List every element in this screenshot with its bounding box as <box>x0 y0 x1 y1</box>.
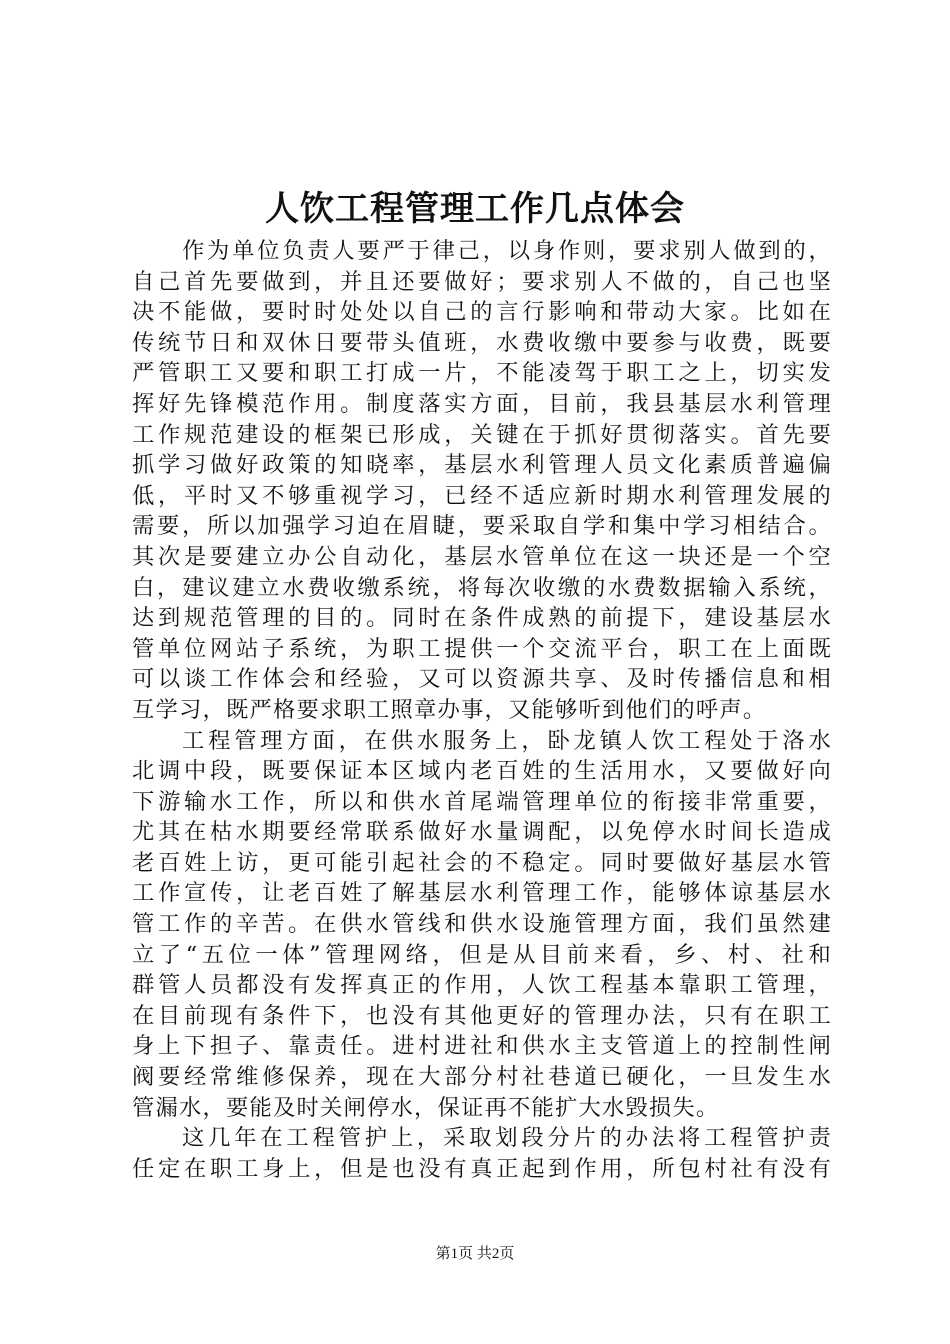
body-text-line: 自己首先要做到，并且还要做好；要求别人不做的，自己也坚 <box>132 268 832 295</box>
body-text-line: 可以谈工作体会和经验，又可以资源共享、及时传播信息和相 <box>132 666 832 693</box>
body-text-line: 身上下担子、靠责任。进村进社和供水主支管道上的控制性闸 <box>132 1033 832 1060</box>
page-footer: 第1页 共2页 <box>435 1246 515 1262</box>
body-text-line: 需要，所以加强学习迫在眉睫，要采取自学和集中学习相结合。 <box>132 513 832 540</box>
body-text-line: 达到规范管理的目的。同时在条件成熟的前提下，建设基层水 <box>132 605 832 632</box>
body-text-line: 管单位网站子系统，为职工提供一个交流平台，职工在上面既 <box>132 635 832 662</box>
body-text-line: 白，建议建立水费收缴系统，将每次收缴的水费数据输入系统， <box>132 574 832 601</box>
body-text-line: 下游输水工作，所以和供水首尾端管理单位的衔接非常重要， <box>132 788 832 815</box>
body-text-line: 低，平时又不够重视学习，已经不适应新时期水利管理发展的 <box>132 482 832 509</box>
body-text-line: 北调中段，既要保证本区域内老百姓的生活用水，又要做好向 <box>132 758 832 785</box>
body-text-line: 决不能做，要时时处处以自己的言行影响和带动大家。比如在 <box>132 299 832 326</box>
body-text-line: 其次是要建立办公自动化，基层水管单位在这一块还是一个空 <box>132 543 832 570</box>
body-text-line: 工作宣传，让老百姓了解基层水利管理工作，能够体谅基层水 <box>132 880 832 907</box>
body-text-line: 互学习，既严格要求职工照章办事，又能够听到他们的呼声。 <box>132 696 767 723</box>
body-text-line: 立了“五位一体”管理网络，但是从目前来看，乡、村、社和 <box>132 941 832 968</box>
body-text-line: 阀要经常维修保养，现在大部分村社巷道已硬化，一旦发生水 <box>132 1064 832 1091</box>
body-text-line: 尤其在枯水期要经常联系做好水量调配，以免停水时间长造成 <box>132 819 832 846</box>
body-text-line: 工程管理方面，在供水服务上，卧龙镇人饮工程处于洛水 <box>182 727 832 754</box>
document-body <box>132 236 832 1184</box>
body-text-line: 传统节日和双休日要带头值班，水费收缴中要参与收费，既要 <box>132 329 832 356</box>
body-text-line: 抓学习做好政策的知晓率，基层水利管理人员文化素质普遍偏 <box>132 452 832 479</box>
body-text-line: 管工作的辛苦。在供水管线和供水设施管理方面，我们虽然建 <box>132 911 832 938</box>
body-text-line: 管漏水，要能及时关闸停水，保证再不能扩大水毁损失。 <box>132 1094 720 1121</box>
body-text-line: 挥好先锋模范作用。制度落实方面，目前，我县基层水利管理 <box>132 390 832 417</box>
body-text-line: 任定在职工身上，但是也没有真正起到作用，所包村社有没有 <box>132 1155 832 1182</box>
body-text-line: 群管人员都没有发挥真正的作用，人饮工程基本靠职工管理， <box>132 972 832 999</box>
body-text-line: 作为单位负责人要严于律己，以身作则，要求别人做到的， <box>182 238 832 264</box>
document-title: 人饮工程管理工作几点体会 <box>265 189 685 229</box>
body-text-line: 老百姓上访，更可能引起社会的不稳定。同时要做好基层水管 <box>132 849 832 876</box>
body-text-line: 严管职工又要和职工打成一片，不能凌驾于职工之上，切实发 <box>132 360 832 387</box>
body-text-line: 在目前现有条件下，也没有其他更好的管理办法，只有在职工 <box>132 1002 832 1029</box>
body-text-line: 工作规范建设的框架已形成，关键在于抓好贯彻落实。首先要 <box>132 421 832 448</box>
body-text-line: 这几年在工程管护上，采取划段分片的办法将工程管护责 <box>182 1125 832 1152</box>
